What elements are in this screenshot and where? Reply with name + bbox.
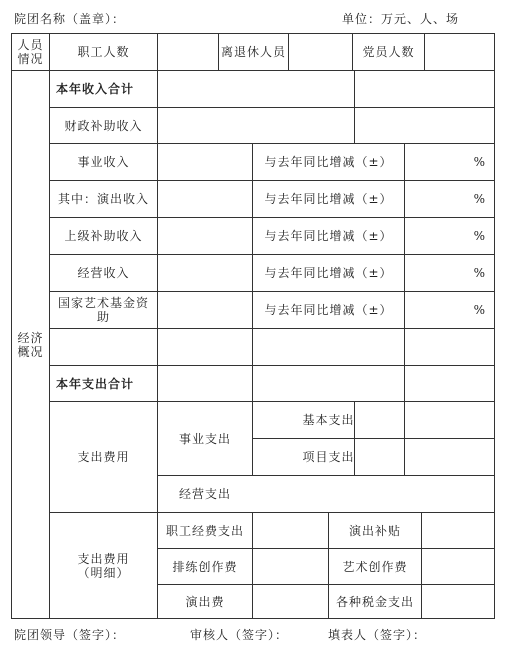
operating-income-yoy-percent[interactable]: % [473,266,486,280]
performance-fee-label: 演出费 [185,594,225,609]
fiscal-subsidy-field[interactable] [158,108,354,143]
staff-count-label: 职工人数 [77,45,130,59]
taxes-field[interactable] [422,585,494,618]
rehearsal-fee-label: 排练创作费 [172,559,238,574]
staff-funds-label: 职工经费支出 [165,523,244,538]
fiscal-subsidy-extra-field[interactable] [355,108,494,143]
art-creation-fee-label: 艺术创作费 [342,559,408,574]
operating-income-label: 经营收入 [77,266,130,280]
superior-subsidy-yoy-label: 与去年同比增减（±） [264,229,393,243]
leader-signature-label: 院团领导（签字）： [14,628,126,642]
economy-section-label: 经济概况 [17,330,44,359]
performance-subsidy-label: 演出补贴 [348,523,401,538]
art-creation-fee-field[interactable] [422,549,494,584]
total-income-label: 本年收入合计 [56,82,135,96]
expense-detail-label: 支出费用（明细） [77,551,130,580]
art-fund-label: 国家艺术基金资助 [57,296,149,324]
basic-expense-field[interactable] [405,402,494,438]
unit-label: 单位：万元、人、场 [342,12,460,26]
fiscal-subsidy-label: 财政补助收入 [64,118,143,133]
basic-expense-label: 基本支出 [302,413,355,427]
art-fund-field[interactable] [158,292,252,328]
operating-expense-label: 经营支出 [178,487,231,501]
staff-count-field[interactable] [158,34,218,70]
rehearsal-fee-field[interactable] [253,549,328,584]
business-income-field[interactable] [158,144,252,180]
total-expense-field[interactable] [158,366,252,401]
taxes-label: 各种税金支出 [335,594,414,609]
reviewer-signature-label: 审核人（签字）： [190,628,289,642]
performance-subsidy-field[interactable] [422,513,494,548]
party-count-field[interactable] [425,34,494,70]
party-count-label: 党员人数 [362,45,415,59]
operating-income-yoy-label: 与去年同比增减（±） [264,266,393,280]
superior-subsidy-field[interactable] [158,218,252,254]
superior-subsidy-label: 上级补助收入 [64,229,143,243]
operating-income-field[interactable] [158,255,252,291]
org-name-label: 院团名称（盖章）： [14,12,126,26]
business-income-yoy-label: 与去年同比增减（±） [264,155,393,169]
operating-expense-field[interactable] [253,476,494,512]
performance-income-field[interactable] [158,181,252,217]
performance-income-yoy-label: 与去年同比增减（±） [264,192,393,206]
total-expense-label: 本年支出合计 [56,376,135,391]
art-fund-yoy-percent[interactable]: % [473,303,486,317]
total-income-field[interactable] [158,71,354,107]
superior-subsidy-yoy-percent[interactable]: % [473,229,486,243]
total-income-extra-field[interactable] [355,71,494,107]
staff-funds-field[interactable] [253,513,328,548]
project-expense-field[interactable] [405,439,494,475]
personnel-section-label: 人员情况 [17,38,44,66]
business-income-yoy-percent[interactable]: % [473,155,486,169]
performance-fee-field[interactable] [253,585,328,618]
performance-income-label: 其中：演出收入 [57,192,149,206]
expense-costs-label: 支出费用 [77,450,130,464]
performance-income-yoy-percent[interactable]: % [473,192,486,206]
business-expense-label: 事业支出 [178,431,231,446]
art-fund-yoy-label: 与去年同比增减（±） [264,303,393,317]
project-expense-label: 项目支出 [302,450,355,464]
business-income-label: 事业收入 [77,155,130,169]
preparer-signature-label: 填表人（签字）： [328,628,427,642]
retired-count-field[interactable] [289,34,352,70]
blank-row-field[interactable] [158,329,252,365]
retired-count-label: 离退休人员 [221,45,287,59]
